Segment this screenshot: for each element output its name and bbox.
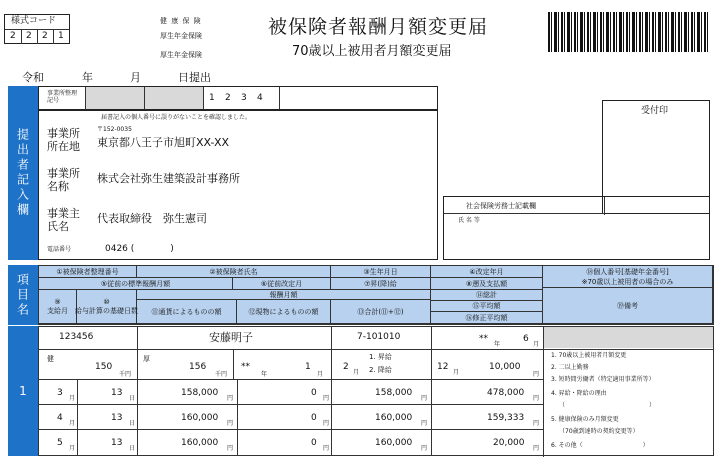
days-unit: 日: [129, 445, 136, 452]
retro-month-unit: 月: [453, 369, 460, 376]
remark-item: （ ）: [559, 402, 656, 409]
remark-item: （70歳到達時の契約変更等）: [559, 428, 639, 435]
kind-yen-unit: 円: [323, 420, 330, 427]
items-side-label: 項目名: [8, 265, 38, 325]
era-label: 令和: [22, 71, 44, 84]
average-amount: 159,333: [487, 413, 525, 423]
header-days-col: ⑩ 給与計算の基礎日数: [77, 290, 137, 324]
office-address: 東京都八王子市旭町XX-XX: [97, 136, 230, 149]
form-code-box: [4, 14, 70, 44]
remark-item: 4. 昇給・降給の理由: [551, 390, 607, 397]
total-amount: 478,000: [487, 388, 525, 398]
remark-item: 5. 健康保険のみ月額変更: [551, 416, 619, 423]
cash-amount: 158,000: [181, 388, 219, 398]
header-revision: ④改定年月: [431, 266, 543, 278]
sharoushi-name-label: 氏 名 等: [458, 217, 480, 224]
month-unit: 月: [69, 445, 76, 452]
insurance-welfare-2: 厚生年金保険: [160, 51, 202, 59]
prev-revision-mark: **: [241, 362, 250, 372]
welfare-label: 厚: [143, 355, 150, 363]
column-header-area: [38, 265, 714, 325]
days-unit: 日: [129, 395, 136, 402]
revision-month: 6: [523, 334, 529, 344]
address-label: 事業所所在地: [47, 127, 80, 154]
sharoushi-box: [443, 196, 710, 260]
prev-revision-month: 1: [305, 362, 311, 372]
health-unit: 千円: [119, 371, 132, 378]
days-value: 13: [111, 388, 123, 398]
month-value: 4: [57, 413, 63, 423]
adjusted-yen-unit: 円: [533, 445, 540, 452]
header-raise: ⑦昇(降)給: [331, 278, 431, 290]
retro-amount: 10,000: [489, 362, 521, 372]
submitter-side-label: 提出者記入欄: [8, 86, 38, 260]
month-value: 3: [57, 388, 63, 398]
days-value: 13: [111, 438, 123, 448]
header-insured-name: ②被保険者氏名: [137, 266, 331, 278]
average-yen-unit: 円: [533, 420, 540, 427]
my-number-field[interactable]: [544, 327, 713, 348]
prev-revision-month-unit: 月: [317, 371, 324, 378]
owner-name: 代表取締役 弥生憲司: [97, 212, 207, 225]
cash-yen-unit: 円: [227, 420, 234, 427]
form-subtitle: 70歳以上被用者月額変更届: [292, 44, 452, 59]
kind-yen-unit: 円: [323, 445, 330, 452]
form-code-digit: 2: [42, 31, 48, 41]
office-number-digit: 4: [257, 93, 263, 103]
header-total: ⑭総計: [431, 290, 543, 301]
submit-day-label: 日提出: [178, 71, 211, 84]
office-code-field[interactable]: [86, 87, 144, 109]
confirm-note: 届書記入の個人番号に誤りがないことを確認しました。: [101, 114, 252, 121]
form-code-digit: 2: [10, 31, 16, 41]
sum-yen-unit: 円: [421, 395, 428, 402]
sharoushi-title: 社会保険労務士記載欄: [466, 202, 536, 210]
raise-option-down: 2. 降給: [369, 366, 392, 374]
cash-yen-unit: 円: [227, 445, 234, 452]
header-cash: ⑪通貨によるものの額: [137, 300, 237, 324]
welfare-prev-amount: 156: [189, 362, 207, 372]
header-adjusted: ⑯修正平均額: [431, 312, 543, 324]
prev-revision-year-unit: 年: [261, 371, 268, 378]
header-average: ⑮平均額: [431, 301, 543, 312]
header-sum: ⑬合計(⑪+⑫): [331, 300, 431, 324]
year-label: 年: [82, 71, 93, 84]
office-code-field-2[interactable]: [145, 87, 203, 109]
name-label: 事業所名称: [47, 167, 80, 194]
kind-amount: 0: [311, 413, 317, 423]
month-unit: 月: [69, 420, 76, 427]
header-my-number: ⑱個人番号[基礎年金番号] ※70歳以上被用者の場合のみ: [543, 266, 713, 288]
health-prev-amount: 150: [95, 362, 113, 372]
month-label: 月: [130, 71, 141, 84]
header-remarks: ⑲備考: [543, 288, 713, 324]
sum-amount: 160,000: [375, 413, 413, 423]
barcode: [548, 12, 710, 52]
cash-amount: 160,000: [181, 438, 219, 448]
raise-month-unit: 月: [353, 369, 360, 376]
birth-date: 7-101010: [357, 332, 401, 342]
office-number-digit: 3: [241, 93, 247, 103]
header-kind: ⑫現物によるものの額: [237, 300, 331, 324]
cash-amount: 160,000: [181, 413, 219, 423]
health-label: 健: [47, 355, 54, 363]
revision-mark: **: [479, 334, 488, 344]
sum-yen-unit: 円: [421, 445, 428, 452]
owner-label: 事業主氏名: [47, 207, 80, 234]
office-name: 株式会社弥生建築設計事務所: [97, 172, 240, 185]
raise-option-up: 1. 昇給: [369, 353, 392, 361]
phone-number: 0426 ( ): [105, 244, 174, 254]
header-month-col: ⑨ 支給月: [39, 290, 77, 324]
header-birth: ③生年月日: [331, 266, 431, 278]
office-code-box: [38, 86, 438, 110]
form-code-label: 様式コード: [11, 16, 57, 26]
adjusted-amount: 20,000: [493, 438, 525, 448]
remark-item: 6. その他（ ）: [551, 442, 649, 449]
form-title: 被保険者報酬月額変更届: [268, 16, 489, 38]
remark-item: 3. 短時間労働者（特定適用事業所等）: [551, 376, 655, 383]
raise-month: 2: [343, 362, 349, 372]
retro-yen-unit: 円: [533, 371, 540, 378]
insured-number: 123456: [59, 332, 94, 342]
header-monthly-pay: 報酬月額: [137, 290, 431, 300]
days-unit: 日: [129, 420, 136, 427]
sum-yen-unit: 円: [421, 420, 428, 427]
remark-item: 1. 70歳以上被用者月額変更: [551, 352, 627, 359]
sum-amount: 160,000: [375, 438, 413, 448]
welfare-unit: 千円: [215, 371, 228, 378]
row-side-label: 1: [8, 326, 38, 456]
days-value: 13: [111, 413, 123, 423]
header-prev-standard: ⑤従前の標準報酬月額: [39, 278, 233, 290]
revision-month-unit: 月: [533, 341, 540, 348]
header-retro: ⑧遡及支払額: [431, 278, 543, 290]
sum-amount: 158,000: [375, 388, 413, 398]
retro-month: 12: [437, 362, 449, 372]
office-number-digit: 1: [209, 93, 215, 103]
kind-amount: 0: [311, 388, 317, 398]
kind-amount: 0: [311, 438, 317, 448]
form-code-digit: 1: [58, 31, 64, 41]
office-number-digit: 2: [225, 93, 231, 103]
insured-name: 安藤明子: [209, 331, 253, 344]
header-prev-revision: ⑥従前改定月: [233, 278, 331, 290]
month-value: 5: [57, 438, 63, 448]
phone-label: 電話番号: [47, 246, 72, 253]
kind-yen-unit: 円: [323, 395, 330, 402]
remark-item: 2. 二以上勤務: [551, 364, 589, 371]
total-yen-unit: 円: [533, 395, 540, 402]
postal-code: 〒152-0035: [97, 126, 132, 133]
form-code-digit: 2: [26, 31, 32, 41]
insurance-welfare: 厚生年金保険: [160, 32, 202, 40]
office-info-box: [38, 110, 438, 260]
receipt-label: 受付印: [641, 106, 669, 116]
revision-year-unit: 年: [494, 341, 501, 348]
header-insured-no: ①被保険者整理番号: [39, 266, 137, 278]
office-code-label: 事業所整理記号: [47, 90, 78, 105]
month-unit: 月: [69, 395, 76, 402]
cash-yen-unit: 円: [227, 395, 234, 402]
insurance-health: 健 康 保 険: [160, 17, 202, 25]
data-row: [38, 326, 714, 456]
